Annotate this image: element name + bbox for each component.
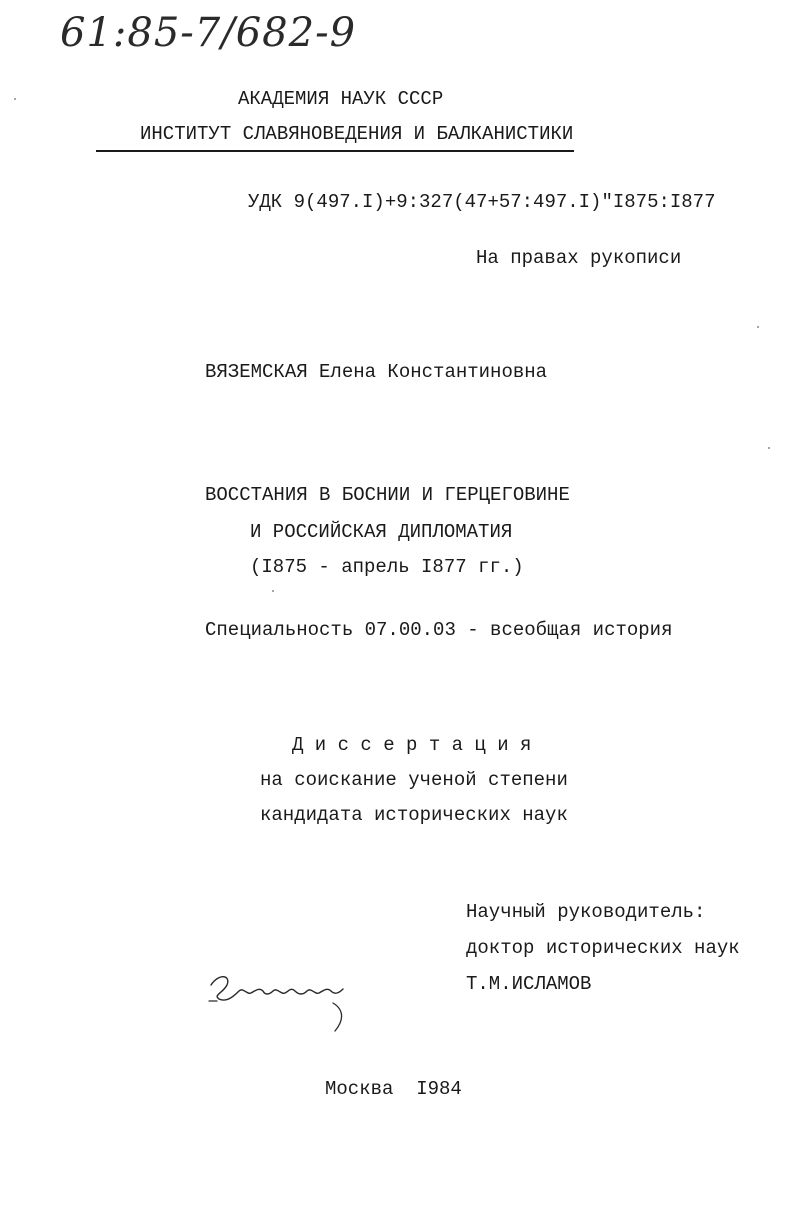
supervisor-degree: доктор исторических наук	[466, 937, 740, 959]
title-line-1: ВОССТАНИЯ В БОСНИИ И ГЕРЦЕГОВИНЕ	[205, 484, 570, 506]
dissertation-degree-line: на соискание ученой степени	[260, 769, 568, 791]
supervisor-name: Т.М.ИСЛАМОВ	[466, 973, 592, 995]
author-signature	[205, 965, 365, 1040]
supervisor-label: Научный руководитель:	[466, 901, 706, 923]
scan-speck	[757, 326, 759, 328]
author-name: ВЯЗЕМСКАЯ Елена Константиновна	[205, 361, 548, 383]
udc-code: УДК 9(497.I)+9:327(47+57:497.I)"I875:I877	[248, 191, 716, 213]
dissertation-field-line: кандидата исторических наук	[260, 804, 568, 826]
title-line-2: И РОССИЙСКАЯ ДИПЛОМАТИЯ	[250, 521, 513, 543]
scan-speck	[768, 447, 770, 449]
scan-speck	[14, 98, 16, 100]
specialty: Специальность 07.00.03 - всеобщая история	[205, 619, 673, 641]
header-divider	[96, 150, 574, 152]
footer-place-year: Москва I984	[325, 1078, 462, 1100]
scan-speck	[272, 590, 274, 592]
archive-number-handwritten: 61:85-7/682-9	[60, 10, 357, 56]
signature-drawing	[205, 965, 365, 1040]
rights-note: На правах рукописи	[476, 247, 682, 269]
academy-heading: АКАДЕМИЯ НАУК СССР	[238, 88, 444, 110]
institute-heading: ИНСТИТУТ СЛАВЯНОВЕДЕНИЯ И БАЛКАНИСТИКИ	[140, 123, 574, 145]
dissertation-label: Д и с с е р т а ц и я	[292, 734, 532, 756]
title-dates: (I875 - апрель I877 гг.)	[250, 556, 524, 578]
